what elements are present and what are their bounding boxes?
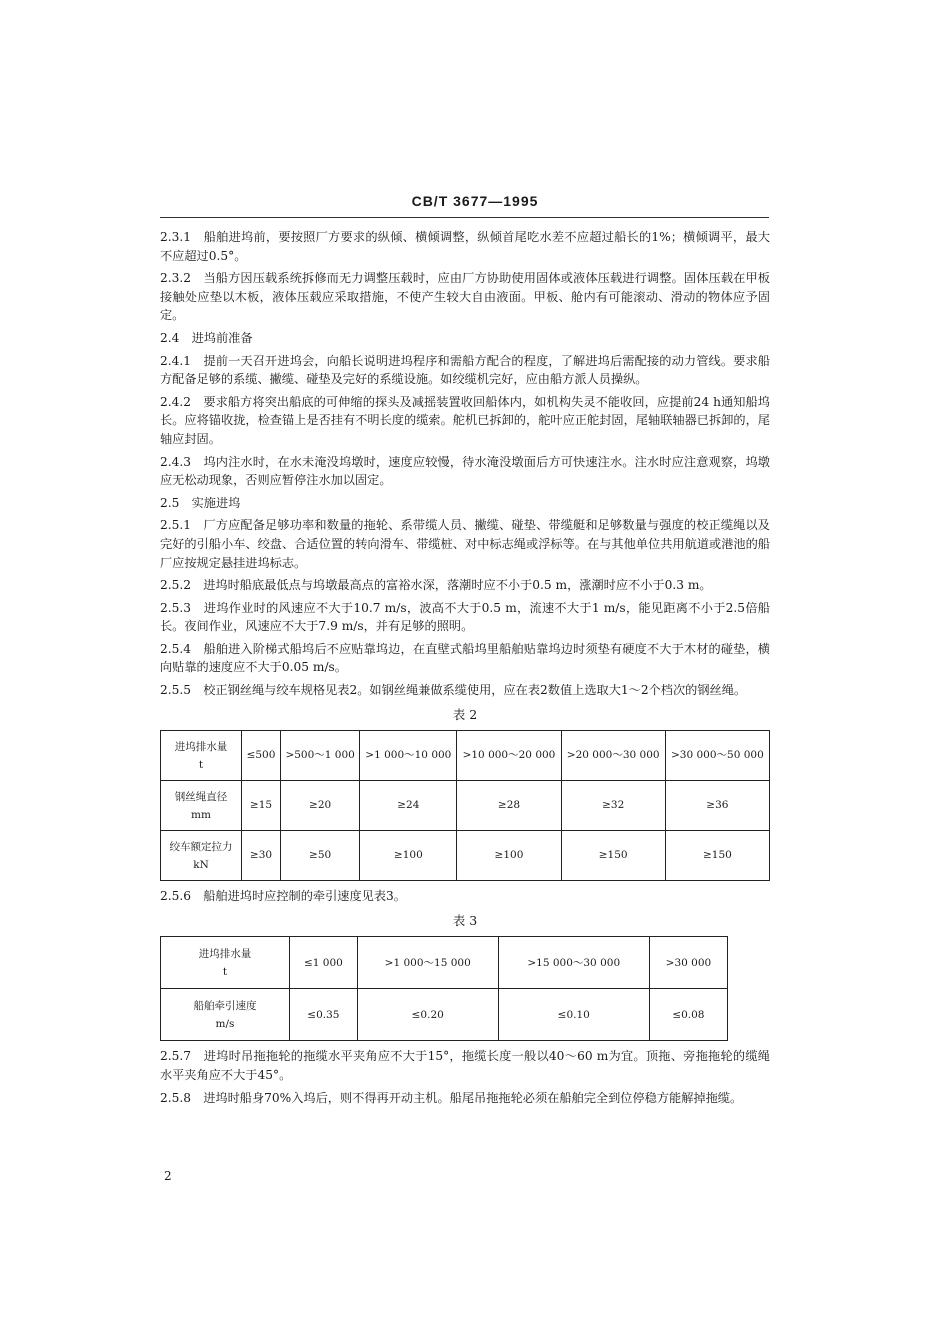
paragraph: 2.4.3 坞内注水时，在水未淹没坞墩时，速度应较慢，待水淹没墩面后方可快速注水。注水时应注意观察，坞墩应无松动现象，否则应暂停注水加以固定。 (160, 454, 770, 488)
table-3-caption: 表 3 (452, 912, 478, 928)
paragraph: 2.5.6 船舶进坞时应控制的牵引速度见表3。 (160, 889, 406, 904)
table-cell: ≤0.10 (498, 989, 649, 1041)
table-cell: ≤0.20 (357, 989, 498, 1041)
table-cell: ≥150 (561, 831, 665, 881)
paragraph: 2.5.5 校正钢丝绳与绞车规格见表2。如钢丝绳兼做系缆使用，应在表2数值上选取大1～2个档次的钢丝绳。 (160, 683, 747, 698)
paragraph: 2.5.2 进坞时船底最低点与坞墩最高点的富裕水深，落潮时应不小于0.5 m，涨潮时应不小于0.3 m。 (160, 578, 712, 593)
table-cell: >30 000～50 000 (665, 731, 769, 781)
table-cell: ≥28 (457, 781, 561, 831)
row-header: 船舶牵引速度 m/s (161, 989, 290, 1041)
document-body (160, 228, 770, 1111)
table-2-caption: 表 2 (452, 706, 478, 722)
table-cell: ≥50 (281, 831, 360, 881)
table-cell: ≥30 (242, 831, 281, 881)
table-3 (160, 936, 728, 1041)
paragraph: 2.5.4 船舶进入阶梯式船坞后不应贴靠坞边，在直壁式船坞里船舶贴靠坞边时须垫有硬度不大于木材的碰垫，横向贴靠的速度应不大于0.05 m/s。 (160, 641, 770, 675)
paragraph: 2.4.1 提前一天召开进坞会，向船长说明进坞程序和需船方配合的程度，了解进坞后需配接的动力管线。要求船方配备足够的系缆、撇缆、碰垫及完好的系缆设施。如绞缆机完好，应由船方派人员操纵。 (160, 353, 770, 387)
table-row (161, 781, 770, 831)
table-cell: ≥100 (457, 831, 561, 881)
table-cell: >500～1 000 (281, 731, 360, 781)
table-cell: >15 000～30 000 (498, 937, 649, 989)
table-cell: >1 000～15 000 (357, 937, 498, 989)
section-heading: 2.4 进坞前准备 (160, 330, 253, 345)
row-header: 钢丝绳直径 mm (161, 781, 242, 831)
header-rule (160, 217, 769, 218)
row-header: 进坞排水量 t (161, 731, 242, 781)
paragraph: 2.5.3 进坞作业时的风速应不大于10.7 m/s，波高不大于0.5 m，流速不大于1 m/s，能见距离不小于2.5倍船长。夜间作业，风速应不大于7.9 m/s，并有足够的照明。 (160, 600, 770, 634)
table-cell: ≥20 (281, 781, 360, 831)
table-cell: ≥32 (561, 781, 665, 831)
row-header: 绞车额定拉力 kN (161, 831, 242, 881)
table-cell: ≤1 000 (290, 937, 358, 989)
paragraph: 2.3.2 当船方因压载系统拆修而无力调整压载时，应由厂方协助使用固体或液体压载进行调整。固体压载在甲板接触处应垫以木板，液体压载应采取措施，不使产生较大自由液面。甲板、舱内有可能滚动、滑动的物体应予固定。 (160, 271, 770, 323)
table-2 (160, 730, 770, 881)
table-cell: ≥150 (665, 831, 769, 881)
table-row (161, 831, 770, 881)
table-row (161, 731, 770, 781)
paragraph: 2.5.8 进坞时船身70%入坞后，则不得再开动主机。船尾吊拖拖轮必须在船舶完全到位停稳方能解掉拖缆。 (160, 1090, 743, 1105)
page-number: 2 (164, 1169, 172, 1183)
table-cell: ≥15 (242, 781, 281, 831)
table-cell: >30 000 (649, 937, 727, 989)
table-row (161, 989, 728, 1041)
page-header: CB/T 3677—1995 (411, 193, 539, 209)
section-heading: 2.5 实施进坞 (160, 495, 241, 510)
paragraph: 2.5.1 厂方应配备足够功率和数量的拖轮、系带缆人员、撇缆、碰垫、带缆艇和足够数量与强度的校正缆绳以及完好的引船小车、绞盘、合适位置的转向滑车、带缆桩、对中标志绳或浮标等。在与其他单位共用航道或港池的船厂应按规定悬挂进坞标志。 (160, 518, 770, 570)
table-cell: ≤0.35 (290, 989, 358, 1041)
table-cell: ≤0.08 (649, 989, 727, 1041)
table-cell: >1 000～10 000 (360, 731, 457, 781)
table-cell: >20 000～30 000 (561, 731, 665, 781)
table-cell: ≤500 (242, 731, 281, 781)
paragraph: 2.5.7 进坞时吊拖拖轮的拖缆水平夹角应不大于15°，拖缆长度一般以40～60 m为宜。顶拖、旁拖拖轮的缆绳水平夹角应不大于45°。 (160, 1049, 770, 1083)
paragraph: 2.4.2 要求船方将突出船底的可伸缩的探头及减摇装置收回船体内，如机构失灵不能收回，应提前24 h通知船坞长。应将锚收拢，检查锚上是否挂有不明长度的缆索。舵机已拆卸的，舵叶应正舵封固，尾轴联轴器已拆卸的，尾轴应封固。 (160, 394, 770, 446)
table-cell: ≥100 (360, 831, 457, 881)
table-row (161, 937, 728, 989)
table-cell: >10 000～20 000 (457, 731, 561, 781)
row-header: 进坞排水量 t (161, 937, 290, 989)
table-cell: ≥24 (360, 781, 457, 831)
table-cell: ≥36 (665, 781, 769, 831)
paragraph: 2.3.1 船舶进坞前，要按照厂方要求的纵倾、横倾调整，纵倾首尾吃水差不应超过船长的1%；横倾调平，最大不应超过0.5°。 (160, 230, 770, 263)
